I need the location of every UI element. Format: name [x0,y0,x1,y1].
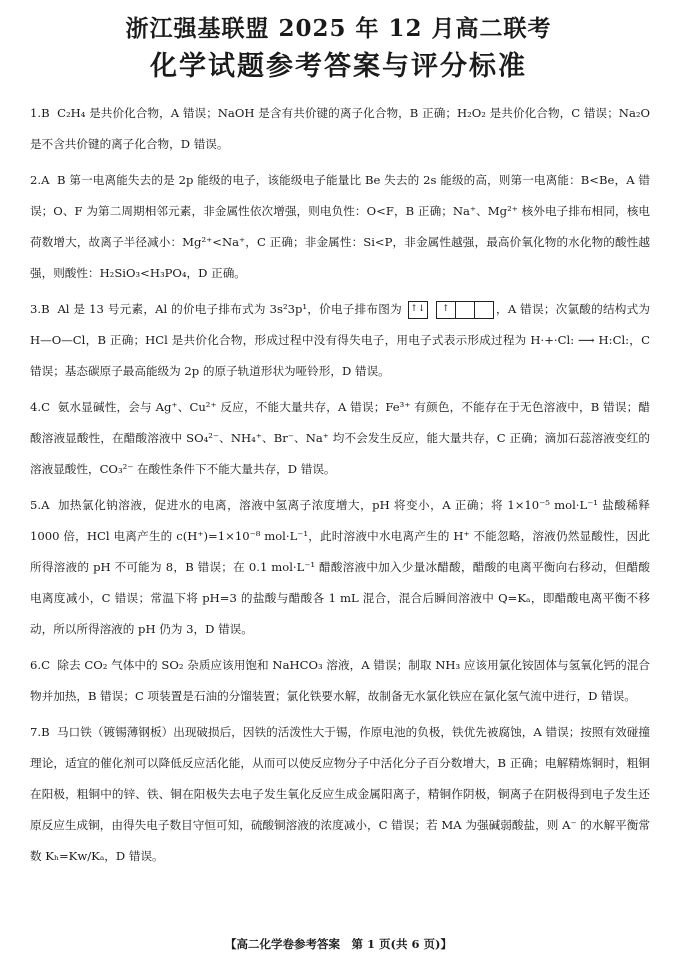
item-explanation: B 第一电离能失去的是 2p 能级的电子，该能级电子能量比 Be 失去的 2s 能级的高，则第一电离能：B<Be，A 错误；O、F 为第二周期相邻元素，非金属性依次增强，则电负性：O<F，B 正确；Na⁺、Mg²⁺ 核外电子排布相同，核电荷数增大，故离子半径减小：Mg²⁺<Na⁺，C 正确；非金属性：Si<P，非金属性越强，最高价氧化物的水化物的酸性越强，则酸性：H₂SiO₃<H₃PO₄，D 正确。 [30,173,650,280]
answer-item-7 [30,717,650,872]
answer-list [30,98,650,877]
page-footer: 【高二化学卷参考答案 第 1 页(共 6 页)】 [225,937,452,951]
item-answer: B [41,725,50,739]
item-number: 1. [30,106,42,120]
item-number: 5. [30,498,42,512]
item-answer: C [41,658,50,672]
item-explanation-part1: Al 是 13 号元素，Al 的价电子排布式为 3s²3p¹，价电子排布图为 [57,302,402,316]
answer-item-4 [30,392,650,485]
page-title: 浙江强基联盟 2025 年 12 月高二联考 [125,15,552,42]
item-answer: A [41,498,50,512]
answer-item-5 [30,490,650,645]
orbital-box-3p-1: ↑ [436,301,456,319]
item-explanation: 氨水显碱性，会与 Ag⁺、Cu²⁺ 反应，不能大量共存，A 错误；Fe³⁺ 有颜色，不能存在于无色溶液中，B 错误；醋酸溶液显酸性，在醋酸溶液中 SO₄²⁻、NH₄⁺、Br⁻、Na⁺ 均不会发生反应，能大量共存，C 正确；滴加石蕊溶液变红的溶液显酸性，CO₃²⁻ 在酸性条件下不能大量共存，D 错误。 [30,400,650,476]
item-answer: C [41,400,50,414]
page-subtitle: 化学试题参考答案与评分标准 [150,51,527,82]
item-answer: B [41,302,50,316]
answer-item-6 [30,650,650,712]
item-number: 2. [30,173,42,187]
item-number: 4. [30,400,42,414]
item-number: 7. [30,725,42,739]
orbital-box-3p-2 [456,301,475,319]
item-explanation: 除去 CO₂ 气体中的 SO₂ 杂质应该用饱和 NaHCO₃ 溶液，A 错误；制取 NH₃ 应该用氯化铵固体与氢氧化钙的混合物并加热，B 错误；C 项装置是石油的分馏装置；氯化铁要水解，故制备无水氯化铁应在氯化氢气流中进行，D 错误。 [30,658,650,703]
item-explanation-part2: ，A 错误；次氯酸的结构式为 H—O—Cl，B 正确；HCl 是共价化合物，形成过程中没有得失电子，用电子式表示形成过程为 H·+·Cl: ⟶ H:Cl:，C 错误；基态碳原子最高能级为 2p 的原子轨道形状为哑铃形，D 错误。 [30,302,651,378]
answer-item-2 [30,165,650,289]
orbital-box-3s: ↑↓ [408,301,428,319]
orbital-box-3p-3 [475,301,494,319]
item-number: 3. [30,302,42,316]
item-answer: A [41,173,50,187]
orbital-diagram [408,301,494,319]
answer-item-1 [30,98,650,160]
answer-item-3 [30,294,650,387]
item-explanation: C₂H₄ 是共价化合物，A 错误；NaOH 是含有共价键的离子化合物，B 正确；H₂O₂ 是共价化合物，C 错误；Na₂O 是不含共价键的离子化合物，D 错误。 [30,106,651,151]
item-explanation: 加热氯化钠溶液，促进水的电离，溶液中氢离子浓度增大，pH 将变小，A 正确；将 1×10⁻⁵ mol·L⁻¹ 盐酸稀释 1000 倍，HCl 电离产生的 c(H⁺)=1×10⁻⁸ mol·L⁻¹，此时溶液中水电离产生的 H⁺ 不能忽略，溶液仍然显酸性，因此所得溶液的 pH 不可能为 8，B 错误；在 0.1 mol·L⁻¹ 醋酸溶液中加入少量冰醋酸，醋酸的电离平衡向右移动，但醋酸电离度减小，C 错误；常温下将 pH=3 的盐酸与醋酸各 1 mL 混合，混合后瞬间溶液中 Q=Kₐ，即醋酸电离平衡不移动，所以所得溶液的 pH 仍为 3，D 错误。 [30,498,651,636]
item-explanation: 马口铁（镀锡薄钢板）出现破损后，因铁的活泼性大于锡，作原电池的负极，铁优先被腐蚀，A 错误；按照有效碰撞理论，适宜的催化剂可以降低反应活化能，从而可以使反应物分子中活化分子百分数增大，B 正确；电解精炼铜时，粗铜在阳极，粗铜中的锌、铁、铜在阳极失去电子发生氧化反应生成金属阳离子，精铜作阴极，铜离子在阴极得到电子发生还原反应生成铜，由得失电子数目守恒可知，硫酸铜溶液的浓度减小，C 错误；若 MA 为强碱弱酸盐，则 A⁻ 的水解平衡常数 Kₕ=Kw/Kₐ，D 错误。 [30,725,650,863]
item-number: 6. [30,658,42,672]
item-answer: B [41,106,50,120]
